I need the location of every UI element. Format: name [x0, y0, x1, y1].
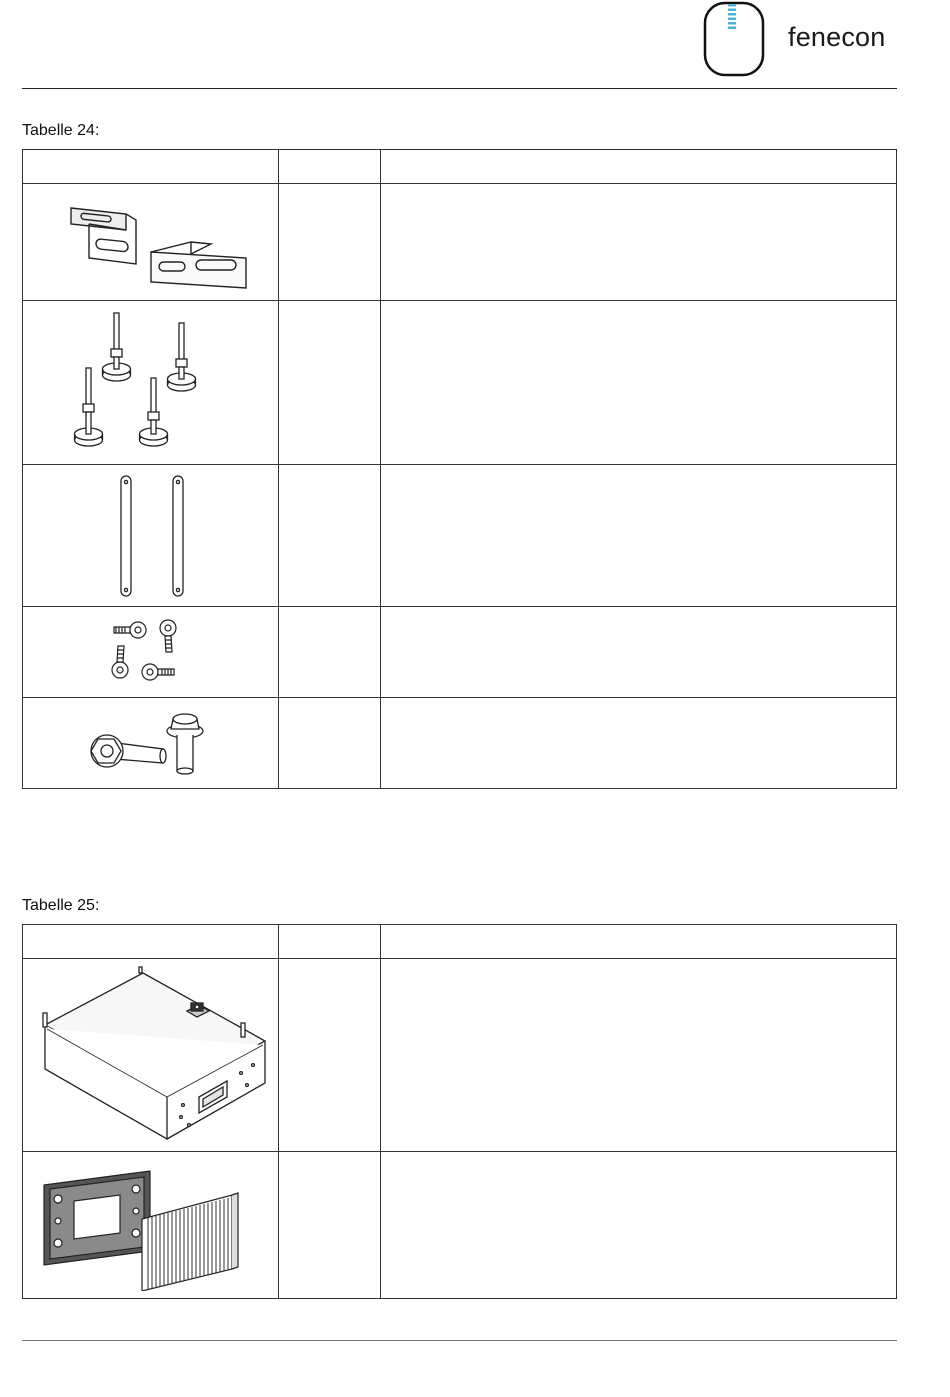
- table-row: [23, 959, 897, 1152]
- part-description-cell: [381, 184, 897, 301]
- parts-table-25: [22, 924, 897, 1299]
- header-cell-image: [23, 150, 279, 184]
- part-quantity-cell: [279, 607, 381, 698]
- part-quantity-cell: [279, 698, 381, 789]
- header-cell-description: [381, 925, 897, 959]
- flange-bolt-icon: [81, 703, 221, 783]
- table-row: [23, 1152, 897, 1299]
- table-row: [23, 465, 897, 607]
- part-image-cell: [23, 465, 279, 607]
- base-module-icon: [31, 965, 271, 1145]
- table-header-row: [23, 925, 897, 959]
- company-logo: [702, 0, 902, 80]
- header-cell-description: [381, 150, 897, 184]
- part-description-cell: [381, 698, 897, 789]
- cover-plate-icon: [36, 1159, 266, 1291]
- part-description-cell: [381, 959, 897, 1152]
- table-header-row: [23, 150, 897, 184]
- footer-divider: [22, 1340, 897, 1341]
- part-image-cell: [23, 301, 279, 465]
- screw-icon: [106, 612, 196, 692]
- part-description-cell: [381, 1152, 897, 1299]
- part-image-cell: [23, 607, 279, 698]
- table-25-caption: Tabelle 25:: [22, 897, 100, 914]
- part-quantity-cell: [279, 184, 381, 301]
- part-quantity-cell: [279, 301, 381, 465]
- table-row: [23, 301, 897, 465]
- part-quantity-cell: [279, 959, 381, 1152]
- part-image-cell: [23, 184, 279, 301]
- header-cell-image: [23, 925, 279, 959]
- part-description-cell: [381, 301, 897, 465]
- part-image-cell: [23, 698, 279, 789]
- part-description-cell: [381, 465, 897, 607]
- angle-bracket-icon: [51, 192, 251, 292]
- parts-table-24: [22, 149, 897, 789]
- table-row: [23, 184, 897, 301]
- part-description-cell: [381, 607, 897, 698]
- part-quantity-cell: [279, 1152, 381, 1299]
- header-cell-quantity: [279, 150, 381, 184]
- part-image-cell: [23, 1152, 279, 1299]
- part-quantity-cell: [279, 465, 381, 607]
- table-24-caption: Tabelle 24:: [22, 122, 100, 139]
- table-row: [23, 607, 897, 698]
- flat-bar-icon: [101, 474, 201, 598]
- header-cell-quantity: [279, 925, 381, 959]
- logo-mark-icon: [702, 0, 766, 78]
- logo-text: fenecon: [788, 22, 886, 52]
- header-divider: [22, 88, 897, 89]
- leveling-foot-icon: [71, 308, 231, 458]
- part-image-cell: [23, 959, 279, 1152]
- table-row: [23, 698, 897, 789]
